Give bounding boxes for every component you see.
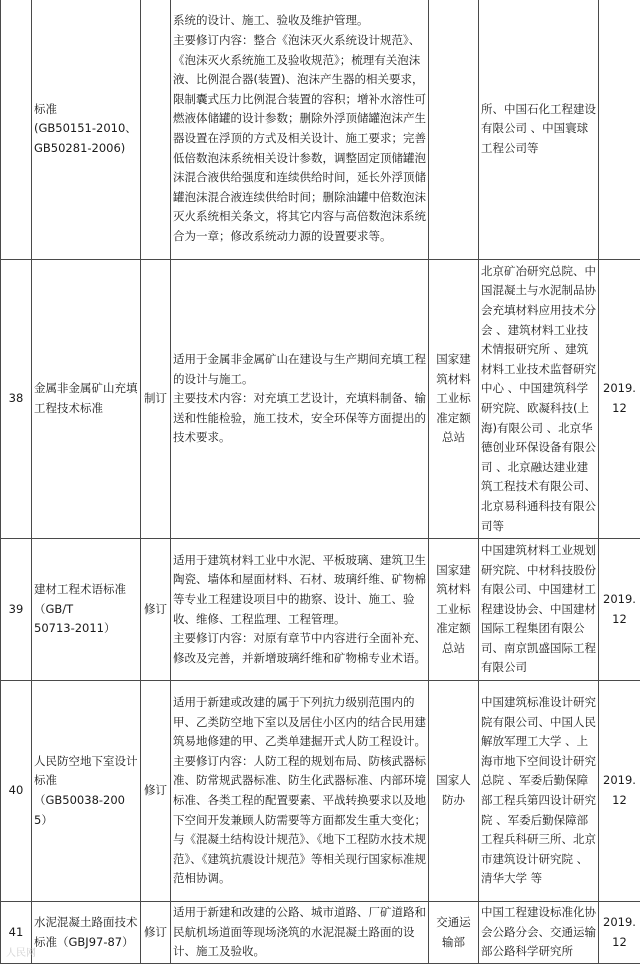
row-number: 40 <box>1 681 32 902</box>
main-content-text: 适用于新建和改建的公路、城市道路、厂矿道路和民航机场道面等现场浇筑的水泥混凝土路面的设计、施工及验收。 <box>173 905 426 958</box>
revision-type: 修订 <box>141 539 171 681</box>
participating-units: 中国建筑材料工业规划研究院、中材科技股份有限公司、中国建材工程建设协会、中国建材国际工程集团有限公司、南京凯盛国际工程有限公司 <box>479 539 599 681</box>
standard-name-text: 人民防空地下室设计标准 （GB50038-2005） <box>34 754 138 827</box>
main-content-text: 适用于建筑材料工业中水泥、平板玻璃、建筑卫生陶瓷、墙体和屋面材料、石材、玻璃纤维、矿物棉等专业工程建设项目中的勘察、设计、施工、验收、维修、工程监理、工程管理。 主要修订内容：对原有章节中内容进行全面补充、修改及完善，并新增玻璃纤维和矿物棉专业术语。 <box>173 553 426 665</box>
table-row <box>1 260 640 539</box>
standard-name <box>32 681 141 902</box>
row-number: 41 <box>1 902 32 964</box>
responsible-org: 国家建筑材料工业标准定额总站 <box>429 539 479 681</box>
watermark: 人民网 <box>6 944 36 959</box>
standard-name <box>32 539 141 681</box>
standard-name-text: 金属非金属矿山充填工程技术标准 <box>34 381 138 415</box>
main-content <box>171 260 429 539</box>
standard-name-text: 建材工程术语标准 （GB/T 50713-2011） <box>34 582 126 635</box>
row-number <box>1 0 32 260</box>
table-row <box>1 681 640 902</box>
table-row <box>1 539 640 681</box>
row-number: 39 <box>1 539 32 681</box>
responsible-org: 交通运输部 <box>429 902 479 964</box>
revision-type <box>141 0 171 260</box>
main-content-text: 适用于新建或改建的属于下列抗力级别范围内的甲、乙类防空地下室以及居住小区内的结合民用建筑易地修建的甲、乙类单建掘开式人防工程设计。 主要修订内容：人防工程的规划布局、防核武器标准、防常规武器标准、防生化武器标准、内部环境标准、各类工程的配置要素、平战转换要求以及地下空间开发兼顾人防需要等方面都发生重大变化；与《混凝土结构设计规范》、《地下工程防水技术规范》、《建筑抗震设计规范》等相关现行国家标准规范相协调。 <box>173 695 426 885</box>
responsible-org <box>429 0 479 260</box>
completion-date: 2019.12 <box>599 260 640 539</box>
completion-date: 2019.12 <box>599 902 640 964</box>
revision-type: 修订 <box>141 902 171 964</box>
completion-date: 2019.12 <box>599 539 640 681</box>
revision-type: 制订 <box>141 260 171 539</box>
participating-units: 中国建筑标准设计研究院有限公司、中国人民解放军理工大学 、上海市地下空间设计研究总院 、军委后勤保障部工程兵第四设计研究院 、军委后勤保障部工程兵科研三所、北京市建筑设计研究院 、清华大学 等 <box>479 681 599 902</box>
completion-date: 2019.12 <box>599 681 640 902</box>
main-content-text: 系统的设计、施工、验收及维护管理。 主要修订内容：整合《泡沫灭火系统设计规范》、《泡沫灭火系统施工及验收规范》；梳理有关泡沫液、比例混合器(装置)、泡沫产生器的相关要求，限制囊式压力比例混合装置的容积；增补水溶性可燃液体储罐的设计参数；删除外浮顶储罐泡沫产生器设置在浮顶的方式及相关设计、施工要求；完善低倍数泡沫系统相关设计参数，调整固定顶储罐泡沫混合液供给强度和连续供给时间，延长外浮顶储罐泡沫混合液连续供给时间；删除油罐中倍数泡沫灭火系统相关条文，将其它内容与高倍数泡沫系统合为一章；修改系统动力源的设置要求等。 <box>173 13 426 243</box>
completion-date <box>599 0 640 260</box>
row-number: 38 <box>1 260 32 539</box>
standard-name <box>32 0 141 260</box>
revision-type: 修订 <box>141 681 171 902</box>
table-row <box>1 0 640 260</box>
responsible-org: 国家建筑材料工业标准定额总站 <box>429 260 479 539</box>
standard-name-text: 水泥混凝土路面技术标准（GBJ97-87） <box>34 915 138 949</box>
standard-name-text: 标准 (GB50151-2010、 GB50281-2006) <box>34 102 137 155</box>
standard-name <box>32 260 141 539</box>
main-content <box>171 539 429 681</box>
responsible-org: 国家人防办 <box>429 681 479 902</box>
main-content <box>171 681 429 902</box>
main-content <box>171 902 429 964</box>
table-row <box>1 902 640 964</box>
participating-units: 北京矿冶研究总院、中国混凝土与水泥制品协会充填材料应用技术分会 、建筑材料工业技术情报研究所 、建筑材料工业技术监督研究中心 、中国建筑科学研究院、欧凝科技(上海)有限公司 、北京华德创业环保设备有限公司 、北京融达建业建筑工程技术有限公司、北京易科通科技有限公司等 <box>479 260 599 539</box>
participating-units: 所、中国石化工程建设有限公司 、中国寰球工程公司等 <box>479 0 599 260</box>
main-content <box>171 0 429 260</box>
standard-name <box>32 902 141 964</box>
main-content-text: 适用于金属非金属矿山在建设与生产期间充填工程的设计与施工。 主要技术内容：对充填工艺设计，充填料制备、输送和性能检验，施工技术，安全环保等方面提出的技术要求。 <box>173 352 426 444</box>
participating-units: 中国工程建设标准化协会公路分会、交通运输部公路科学研究所 <box>479 902 599 964</box>
